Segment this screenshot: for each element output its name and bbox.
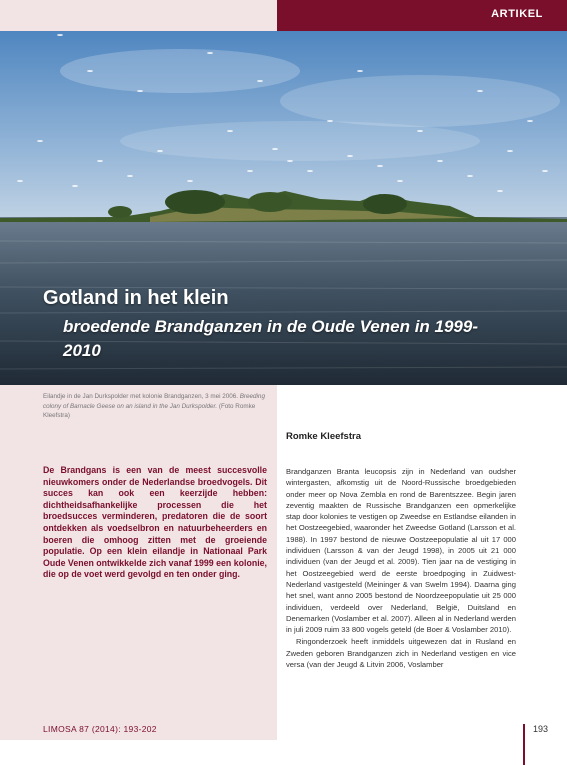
- section-label: ARTIKEL: [491, 8, 543, 20]
- header-band-left: [0, 0, 277, 31]
- caption-credit: (Foto Romke Kleefstra): [43, 402, 256, 419]
- intro-lead: De Brandgans is een van de meest succesvolle nieuwkomers onder de Nederlandse broedvogels. Dit succes kan ook een keerzijde hebben: dichtheidsafhankelijke processen die het broedsucces verminderen, predatoren die de soort ontdekken als voedselbron en natuurbeheerders en boeren die omhoog zitten met de groeiende populatie. Op een klein eilandje in Nationaal Park Oude Venen ontwikkelde zich vanaf 1999 een kolonie, die op de voet werd gevolgd en ten onder ging.: [43, 465, 267, 580]
- page-number: 193: [533, 724, 549, 734]
- body-paragraph: Brandganzen Branta leucopsis zijn in Nederland van oudsher wintergasten, afkomstig uit de Noord-Russische broedgebieden onder meer op Nova Zembla en rond de Barentszzee. Begin jaren zeventig maakten de Russische Brandganzen een opmerkelijke stap door kolonies te vestigen op Zweedse en Estlandse eilanden in het Oostzeegebied, waaronder het Zweedse Gotland (Larsson et al. 1988). In 1997 bestond de nieuwe Oostzeepopulatie al uit 17 000 individuen (Larsson & van der Jeugd 1998), in 2005 uit 21 000 individuen (van der Jeugd et al. 2009). Tien jaar na de vestiging in het Oostzeegebied werd de eerste broedpoging in Zuidwest-Nederland vastgesteld (Meininger & van Swelm 1994). Daarna ging het snel, want anno 2005 bestond de Noordzeepopulatie uit 25 000 individuen, verdeeld over Nederland, België, Duitsland en Denemarken (Voslamber et al. 2007). Alleen al in Nederland werden in juli 2009 ruim 33 800 vogels geteld (de Boer & Voslamber 2010).: [286, 467, 516, 635]
- journal-reference: LIMOSA 87 (2014): 193-202: [43, 724, 157, 734]
- body-text: [286, 466, 516, 670]
- photo-caption: [43, 392, 269, 421]
- author-name: Romke Kleefstra: [286, 431, 361, 442]
- caption-dutch: Eilandje in de Jan Durkspolder met kolonie Brandganzen, 3 mei 2006.: [43, 393, 238, 400]
- article-title: Gotland in het klein: [43, 287, 229, 309]
- body-paragraph: Ringonderzoek heeft inmiddels uitgewezen dat in Rusland en Zweden geboren Brandganzen zich in Nederland vestigen en vice versa (van der Jeugd & Litvin 2006, Voslamber: [286, 637, 516, 670]
- article-subtitle: broedende Brandganzen in de Oude Venen in 1999-2010: [63, 317, 479, 360]
- page-number-rule: [523, 724, 525, 765]
- caption-english: Breeding colony of Barnacle Geese on an island in the Jan Durkspolder.: [43, 393, 265, 410]
